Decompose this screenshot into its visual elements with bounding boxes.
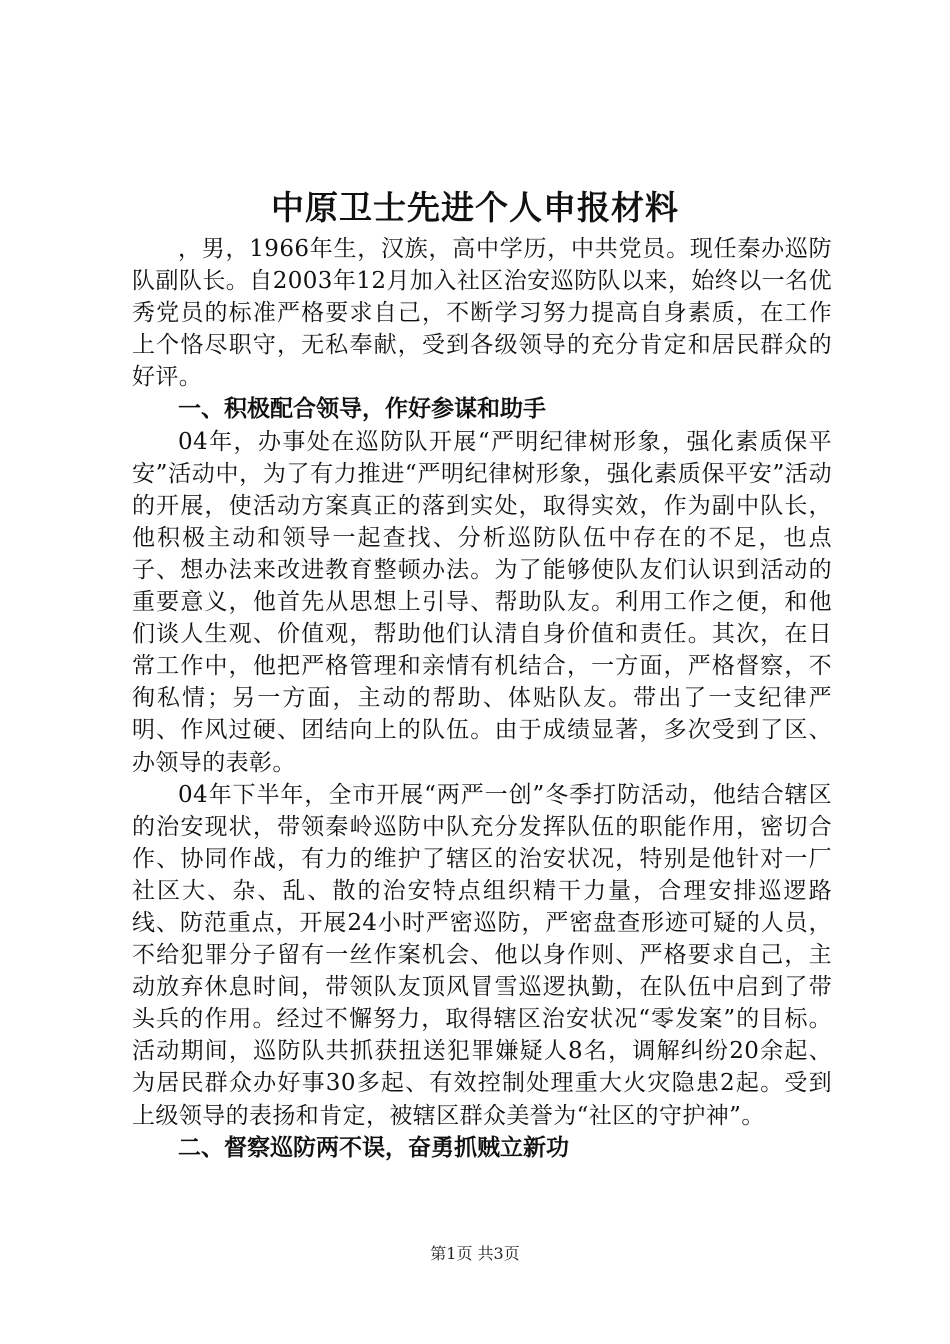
paragraph-intro: ，男，1966年生，汉族，高中学历，中共党员。现任秦办巡防队副队长。自2003年12月加入社区治安巡防队以来，始终以一名优秀党员的标准严格要求自己，不断学习努力提高自身素质，在工作上个恪尽职守，无私奉献，受到各级领导的充分肯定和居民群众的好评。 xyxy=(132,236,832,391)
page-footer: 第1页 共3页 xyxy=(430,1244,520,1263)
document-body xyxy=(132,233,832,1164)
paragraph-section-1-b: 04年下半年，全市开展“两严一创”冬季打防活动，他结合辖区的治安现状，带领秦岭巡防中队充分发挥队伍的职能作用，密切合作、协同作战，有力的维护了辖区的治安状况，特别是他针对一厂社区大、杂、乱、散的治安特点组织精干力量，合理安排巡逻路线、防范重点，开展24小时严密巡防，严密盘查形迹可疑的人员，不给犯罪分子留有一丝作案机会、他以身作则、严格要求自己，主动放弃休息时间，带领队友顶风冒雪巡逻执勤，在队伍中启到了带头兵的作用。经过不懈努力，取得辖区治安状况“零发案”的目标。活动期间，巡防队共抓获扭送犯罪嫌疑人8名，调解纠纷20余起、为居民群众办好事30多起、有效控制处理重大火灾隐患2起。受到上级领导的表扬和肯定，被辖区群众美誉为“社区的守护神”。 xyxy=(132,781,832,1129)
section-heading-2: 二、督察巡防两不误，奋勇抓贼立新功 xyxy=(178,1134,569,1161)
section-heading-1: 一、积极配合领导，作好参谋和助手 xyxy=(178,396,546,423)
paragraph-section-1-a: 04年，办事处在巡防队开展“严明纪律树形象，强化素质保平安”活动中，为了有力推进“严明纪律树形象，强化素质保平安”活动的开展，使活动方案真正的落到实处，取得实效，作为副中队长，他积极主动和领导一起查找、分析巡防队伍中存在的不足，也点子、想办法来改进教育整顿办法。为了能够使队友们认识到活动的重要意义，他首先从思想上引导、帮助队友。利用工作之便，和他们谈人生观、价值观，帮助他们认清自身价值和责任。其次，在日常工作中，他把严格管理和亲情有机结合，一方面，严格督察，不徇私情；另一方面，主动的帮助、体贴队友。带出了一支纪律严明、作风过硬、团结向上的队伍。由于成绩显著，多次受到了区、办领导的表彰。 xyxy=(132,428,832,776)
document-title: 中原卫士先进个人申报材料 xyxy=(271,188,679,227)
